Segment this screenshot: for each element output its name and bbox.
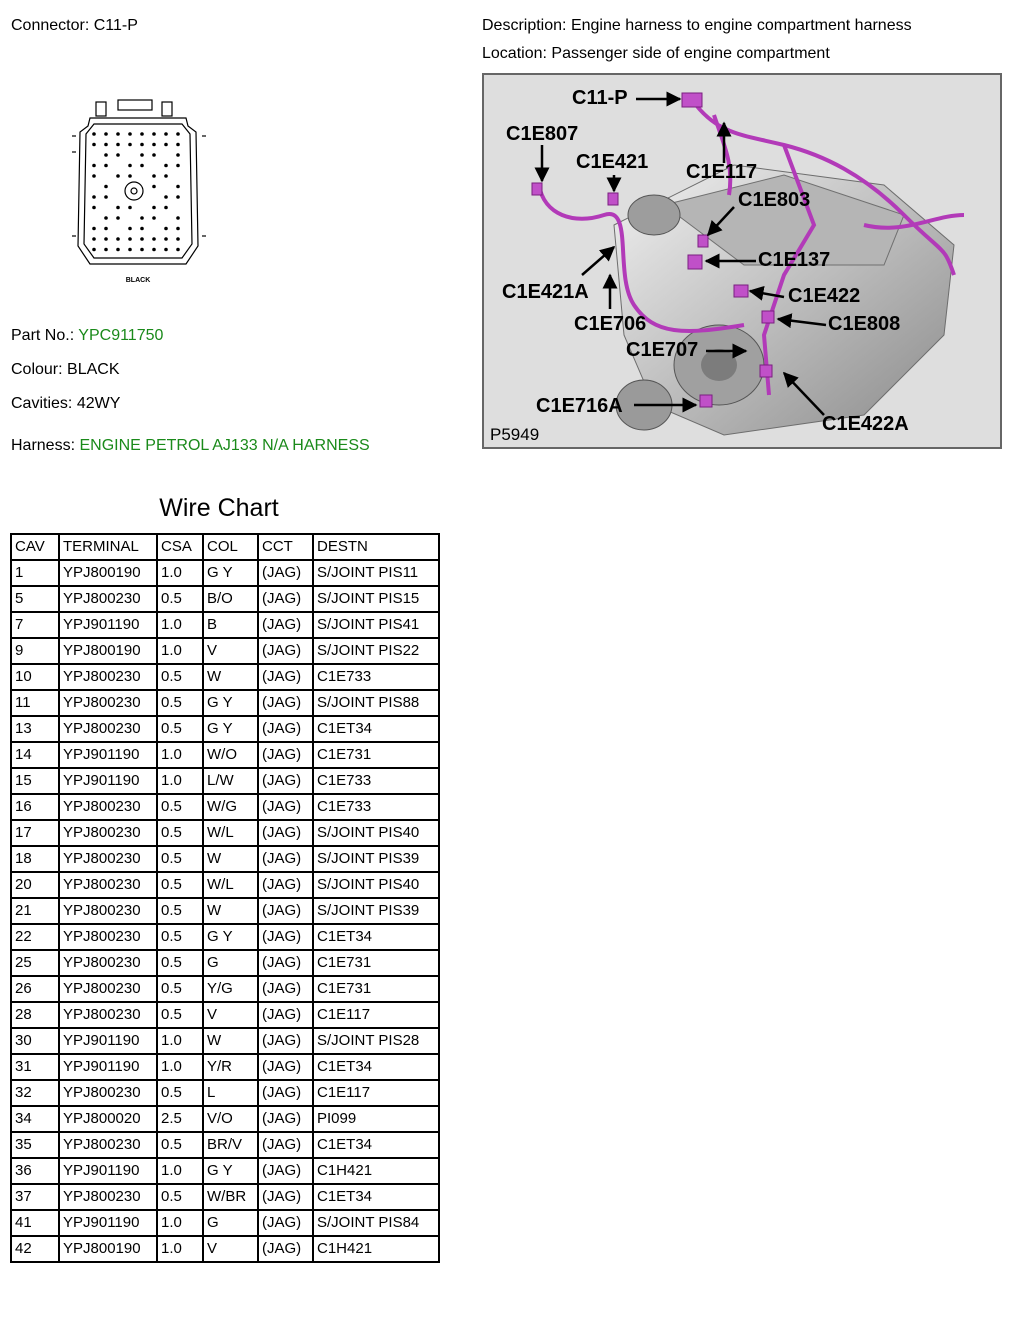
cell-csa: 1.0 bbox=[157, 742, 203, 768]
cell-csa: 0.5 bbox=[157, 846, 203, 872]
cell-cav: 14 bbox=[11, 742, 59, 768]
cell-terminal: YPJ901190 bbox=[59, 1210, 157, 1236]
cell-csa: 1.0 bbox=[157, 638, 203, 664]
cell-csa: 0.5 bbox=[157, 690, 203, 716]
photo-reference-code: P5949 bbox=[490, 425, 540, 444]
cell-cct: (JAG) bbox=[258, 924, 313, 950]
cell-col: G Y bbox=[203, 716, 258, 742]
cell-destn: S/JOINT PIS40 bbox=[313, 820, 439, 846]
cell-col: V bbox=[203, 1236, 258, 1262]
cell-cav: 13 bbox=[11, 716, 59, 742]
cell-cav: 22 bbox=[11, 924, 59, 950]
cell-terminal: YPJ800230 bbox=[59, 716, 157, 742]
cell-terminal: YPJ800230 bbox=[59, 820, 157, 846]
callout-c1e808: C1E808 bbox=[828, 313, 901, 335]
location-value: Passenger side of engine compartment bbox=[551, 45, 830, 62]
table-row bbox=[11, 1132, 439, 1158]
cell-destn: S/JOINT PIS22 bbox=[313, 638, 439, 664]
cell-terminal: YPJ800230 bbox=[59, 794, 157, 820]
cell-cav: 11 bbox=[11, 690, 59, 716]
table-row bbox=[11, 872, 439, 898]
cell-cct: (JAG) bbox=[258, 1028, 313, 1054]
cell-cct: (JAG) bbox=[258, 742, 313, 768]
cavities-line bbox=[11, 395, 120, 413]
cell-cav: 21 bbox=[11, 898, 59, 924]
table-row bbox=[11, 716, 439, 742]
cell-cav: 34 bbox=[11, 1106, 59, 1132]
table-row bbox=[11, 1158, 439, 1184]
callout-c1e422: C1E422 bbox=[788, 285, 861, 307]
wire-chart-table bbox=[10, 533, 440, 1263]
table-row bbox=[11, 1054, 439, 1080]
cell-cct: (JAG) bbox=[258, 950, 313, 976]
table-row bbox=[11, 950, 439, 976]
table-row bbox=[11, 1028, 439, 1054]
cell-col: W bbox=[203, 664, 258, 690]
cell-col: B bbox=[203, 612, 258, 638]
cell-col: G Y bbox=[203, 1158, 258, 1184]
cell-csa: 1.0 bbox=[157, 560, 203, 586]
callout-c1e807: C1E807 bbox=[506, 123, 579, 145]
cell-terminal: YPJ901190 bbox=[59, 612, 157, 638]
cell-csa: 1.0 bbox=[157, 1028, 203, 1054]
cell-col: V/O bbox=[203, 1106, 258, 1132]
cell-cav: 41 bbox=[11, 1210, 59, 1236]
cell-destn: S/JOINT PIS28 bbox=[313, 1028, 439, 1054]
callout-c1e117: C1E117 bbox=[686, 161, 758, 183]
wire-chart-title: Wire Chart bbox=[159, 494, 279, 522]
cell-col: W/G bbox=[203, 794, 258, 820]
cell-destn: S/JOINT PIS39 bbox=[313, 898, 439, 924]
callout-c1e421: C1E421 bbox=[576, 151, 649, 173]
table-row bbox=[11, 638, 439, 664]
cell-csa: 0.5 bbox=[157, 950, 203, 976]
column-header-csa: CSA bbox=[157, 534, 203, 560]
cell-destn: C1ET34 bbox=[313, 924, 439, 950]
callout-c11-p: C11-P bbox=[572, 87, 628, 109]
column-header-col: COL bbox=[203, 534, 258, 560]
cell-cav: 25 bbox=[11, 950, 59, 976]
cell-col: G bbox=[203, 1210, 258, 1236]
cell-destn: S/JOINT PIS15 bbox=[313, 586, 439, 612]
cell-terminal: YPJ800190 bbox=[59, 1236, 157, 1262]
cell-cct: (JAG) bbox=[258, 612, 313, 638]
callout-c1e706: C1E706 bbox=[574, 313, 647, 335]
cell-cct: (JAG) bbox=[258, 1054, 313, 1080]
cell-destn: C1E731 bbox=[313, 950, 439, 976]
cell-col: Y/R bbox=[203, 1054, 258, 1080]
table-row bbox=[11, 664, 439, 690]
cell-col: W/O bbox=[203, 742, 258, 768]
table-row bbox=[11, 768, 439, 794]
table-row bbox=[11, 1236, 439, 1262]
cell-cct: (JAG) bbox=[258, 976, 313, 1002]
table-row bbox=[11, 1210, 439, 1236]
cell-cct: (JAG) bbox=[258, 1132, 313, 1158]
cell-cct: (JAG) bbox=[258, 586, 313, 612]
cell-csa: 0.5 bbox=[157, 664, 203, 690]
cell-destn: S/JOINT PIS11 bbox=[313, 560, 439, 586]
colour-label: Colour: bbox=[11, 361, 63, 378]
cell-col: L/W bbox=[203, 768, 258, 794]
cell-destn: S/JOINT PIS41 bbox=[313, 612, 439, 638]
engine-location-image bbox=[482, 73, 1002, 449]
cell-col: W/L bbox=[203, 872, 258, 898]
part-number-label: Part No.: bbox=[11, 327, 75, 344]
cell-cct: (JAG) bbox=[258, 1158, 313, 1184]
cell-csa: 2.5 bbox=[157, 1106, 203, 1132]
cell-col: G Y bbox=[203, 560, 258, 586]
cell-col: G bbox=[203, 950, 258, 976]
cell-cav: 37 bbox=[11, 1184, 59, 1210]
colour-line bbox=[11, 361, 120, 379]
table-row bbox=[11, 1184, 439, 1210]
cell-csa: 0.5 bbox=[157, 898, 203, 924]
cell-destn: PI099 bbox=[313, 1106, 439, 1132]
cell-col: W/BR bbox=[203, 1184, 258, 1210]
part-number-value[interactable]: YPC911750 bbox=[78, 327, 164, 344]
cell-terminal: YPJ800230 bbox=[59, 690, 157, 716]
cell-csa: 0.5 bbox=[157, 1002, 203, 1028]
cell-csa: 1.0 bbox=[157, 1236, 203, 1262]
cell-col: W bbox=[203, 846, 258, 872]
cell-csa: 0.5 bbox=[157, 820, 203, 846]
cell-destn: C1ET34 bbox=[313, 1132, 439, 1158]
colour-value: BLACK bbox=[67, 361, 120, 378]
cell-destn: C1H421 bbox=[313, 1236, 439, 1262]
table-row bbox=[11, 612, 439, 638]
connector-value: C11-P bbox=[93, 17, 138, 34]
description-label: Description: bbox=[482, 17, 567, 34]
cell-csa: 0.5 bbox=[157, 1184, 203, 1210]
cell-terminal: YPJ901190 bbox=[59, 1028, 157, 1054]
cell-cav: 31 bbox=[11, 1054, 59, 1080]
cell-cct: (JAG) bbox=[258, 560, 313, 586]
cell-cav: 28 bbox=[11, 1002, 59, 1028]
table-row bbox=[11, 1080, 439, 1106]
cell-terminal: YPJ800020 bbox=[59, 1106, 157, 1132]
cell-terminal: YPJ800230 bbox=[59, 950, 157, 976]
cell-csa: 0.5 bbox=[157, 1080, 203, 1106]
cell-cav: 32 bbox=[11, 1080, 59, 1106]
cell-cav: 7 bbox=[11, 612, 59, 638]
cell-col: G Y bbox=[203, 690, 258, 716]
cell-destn: C1E117 bbox=[313, 1002, 439, 1028]
table-row bbox=[11, 690, 439, 716]
cell-cct: (JAG) bbox=[258, 898, 313, 924]
cell-csa: 0.5 bbox=[157, 924, 203, 950]
cell-cct: (JAG) bbox=[258, 820, 313, 846]
cell-col: B/O bbox=[203, 586, 258, 612]
cell-csa: 0.5 bbox=[157, 872, 203, 898]
table-row bbox=[11, 898, 439, 924]
location-line bbox=[482, 45, 830, 63]
cell-destn: C1E733 bbox=[313, 794, 439, 820]
cell-destn: C1H421 bbox=[313, 1158, 439, 1184]
cell-terminal: YPJ800230 bbox=[59, 872, 157, 898]
cell-cav: 10 bbox=[11, 664, 59, 690]
cell-terminal: YPJ800230 bbox=[59, 664, 157, 690]
cell-cct: (JAG) bbox=[258, 1002, 313, 1028]
cell-cct: (JAG) bbox=[258, 638, 313, 664]
cell-terminal: YPJ800230 bbox=[59, 976, 157, 1002]
cell-terminal: YPJ800230 bbox=[59, 586, 157, 612]
cell-col: BR/V bbox=[203, 1132, 258, 1158]
cell-destn: C1ET34 bbox=[313, 716, 439, 742]
cell-col: W bbox=[203, 1028, 258, 1054]
cell-cav: 20 bbox=[11, 872, 59, 898]
cell-cct: (JAG) bbox=[258, 768, 313, 794]
cell-csa: 0.5 bbox=[157, 1132, 203, 1158]
table-row bbox=[11, 742, 439, 768]
cell-csa: 1.0 bbox=[157, 768, 203, 794]
harness-line bbox=[11, 437, 370, 455]
cell-destn: C1ET34 bbox=[313, 1184, 439, 1210]
location-label: Location: bbox=[482, 45, 547, 62]
column-header-terminal: TERMINAL bbox=[59, 534, 157, 560]
connector-face-drawing bbox=[64, 96, 214, 286]
cell-cav: 5 bbox=[11, 586, 59, 612]
table-row bbox=[11, 560, 439, 586]
cell-destn: C1ET34 bbox=[313, 1054, 439, 1080]
cell-csa: 1.0 bbox=[157, 1158, 203, 1184]
cell-cct: (JAG) bbox=[258, 846, 313, 872]
cell-terminal: YPJ800230 bbox=[59, 898, 157, 924]
callout-c1e422a: C1E422A bbox=[822, 413, 909, 435]
cell-cav: 42 bbox=[11, 1236, 59, 1262]
cell-cct: (JAG) bbox=[258, 1236, 313, 1262]
cell-destn: C1E733 bbox=[313, 664, 439, 690]
callout-c1e421a: C1E421A bbox=[502, 281, 589, 303]
table-row bbox=[11, 976, 439, 1002]
cell-col: W/L bbox=[203, 820, 258, 846]
cavities-value: 42WY bbox=[76, 395, 121, 412]
cell-col: V bbox=[203, 1002, 258, 1028]
cell-destn: C1E731 bbox=[313, 976, 439, 1002]
cell-destn: S/JOINT PIS40 bbox=[313, 872, 439, 898]
column-header-cav: CAV bbox=[11, 534, 59, 560]
cell-destn: S/JOINT PIS88 bbox=[313, 690, 439, 716]
cell-cav: 17 bbox=[11, 820, 59, 846]
cell-terminal: YPJ901190 bbox=[59, 1054, 157, 1080]
cell-terminal: YPJ800230 bbox=[59, 1002, 157, 1028]
cell-cct: (JAG) bbox=[258, 690, 313, 716]
cell-terminal: YPJ901190 bbox=[59, 742, 157, 768]
harness-label: Harness: bbox=[11, 437, 76, 454]
cell-cav: 26 bbox=[11, 976, 59, 1002]
cell-terminal: YPJ800190 bbox=[59, 638, 157, 664]
cell-col: W bbox=[203, 898, 258, 924]
cell-col: L bbox=[203, 1080, 258, 1106]
wire-chart-header-row bbox=[11, 534, 439, 560]
cell-col: Y/G bbox=[203, 976, 258, 1002]
cell-cct: (JAG) bbox=[258, 872, 313, 898]
cell-csa: 0.5 bbox=[157, 794, 203, 820]
cell-terminal: YPJ800230 bbox=[59, 1184, 157, 1210]
cell-cct: (JAG) bbox=[258, 664, 313, 690]
cell-terminal: YPJ800230 bbox=[59, 846, 157, 872]
table-row bbox=[11, 794, 439, 820]
cell-col: G Y bbox=[203, 924, 258, 950]
cell-cct: (JAG) bbox=[258, 1080, 313, 1106]
cell-cav: 1 bbox=[11, 560, 59, 586]
cell-csa: 0.5 bbox=[157, 586, 203, 612]
cell-cct: (JAG) bbox=[258, 1210, 313, 1236]
cell-csa: 0.5 bbox=[157, 716, 203, 742]
cell-cct: (JAG) bbox=[258, 794, 313, 820]
cell-csa: 1.0 bbox=[157, 612, 203, 638]
cell-terminal: YPJ901190 bbox=[59, 1158, 157, 1184]
column-header-destn: DESTN bbox=[313, 534, 439, 560]
cell-cav: 36 bbox=[11, 1158, 59, 1184]
cell-destn: S/JOINT PIS39 bbox=[313, 846, 439, 872]
cell-cav: 18 bbox=[11, 846, 59, 872]
table-row bbox=[11, 586, 439, 612]
callout-c1e707: C1E707 bbox=[626, 339, 699, 361]
cell-cct: (JAG) bbox=[258, 716, 313, 742]
cell-cav: 35 bbox=[11, 1132, 59, 1158]
cavities-label: Cavities: bbox=[11, 395, 73, 412]
cell-csa: 1.0 bbox=[157, 1210, 203, 1236]
cell-csa: 1.0 bbox=[157, 1054, 203, 1080]
connector-line bbox=[11, 17, 138, 35]
harness-value[interactable]: ENGINE PETROL AJ133 N/A HARNESS bbox=[79, 437, 370, 454]
table-row bbox=[11, 924, 439, 950]
cell-col: V bbox=[203, 638, 258, 664]
cell-cct: (JAG) bbox=[258, 1106, 313, 1132]
part-number-line bbox=[11, 327, 163, 345]
cell-destn: C1E733 bbox=[313, 768, 439, 794]
cell-terminal: YPJ800230 bbox=[59, 924, 157, 950]
column-header-cct: CCT bbox=[258, 534, 313, 560]
callout-c1e803: C1E803 bbox=[738, 189, 811, 211]
table-row bbox=[11, 1106, 439, 1132]
cell-cav: 30 bbox=[11, 1028, 59, 1054]
table-row bbox=[11, 1002, 439, 1028]
cell-cct: (JAG) bbox=[258, 1184, 313, 1210]
cell-cav: 16 bbox=[11, 794, 59, 820]
cell-csa: 0.5 bbox=[157, 976, 203, 1002]
cell-cav: 9 bbox=[11, 638, 59, 664]
cell-terminal: YPJ901190 bbox=[59, 768, 157, 794]
description-line bbox=[482, 17, 912, 35]
description-value: Engine harness to engine compartment harness bbox=[570, 17, 912, 34]
cell-destn: S/JOINT PIS84 bbox=[313, 1210, 439, 1236]
cell-destn: C1E731 bbox=[313, 742, 439, 768]
cell-cav: 15 bbox=[11, 768, 59, 794]
cell-destn: C1E117 bbox=[313, 1080, 439, 1106]
cell-terminal: YPJ800190 bbox=[59, 560, 157, 586]
cell-terminal: YPJ800230 bbox=[59, 1132, 157, 1158]
callout-c1e137: C1E137 bbox=[758, 249, 831, 271]
connector-label: Connector: bbox=[11, 17, 90, 34]
callout-c1e716a: C1E716A bbox=[536, 395, 623, 417]
connector-colour-caption: BLACK bbox=[125, 277, 151, 284]
table-row bbox=[11, 820, 439, 846]
cell-terminal: YPJ800230 bbox=[59, 1080, 157, 1106]
table-row bbox=[11, 846, 439, 872]
